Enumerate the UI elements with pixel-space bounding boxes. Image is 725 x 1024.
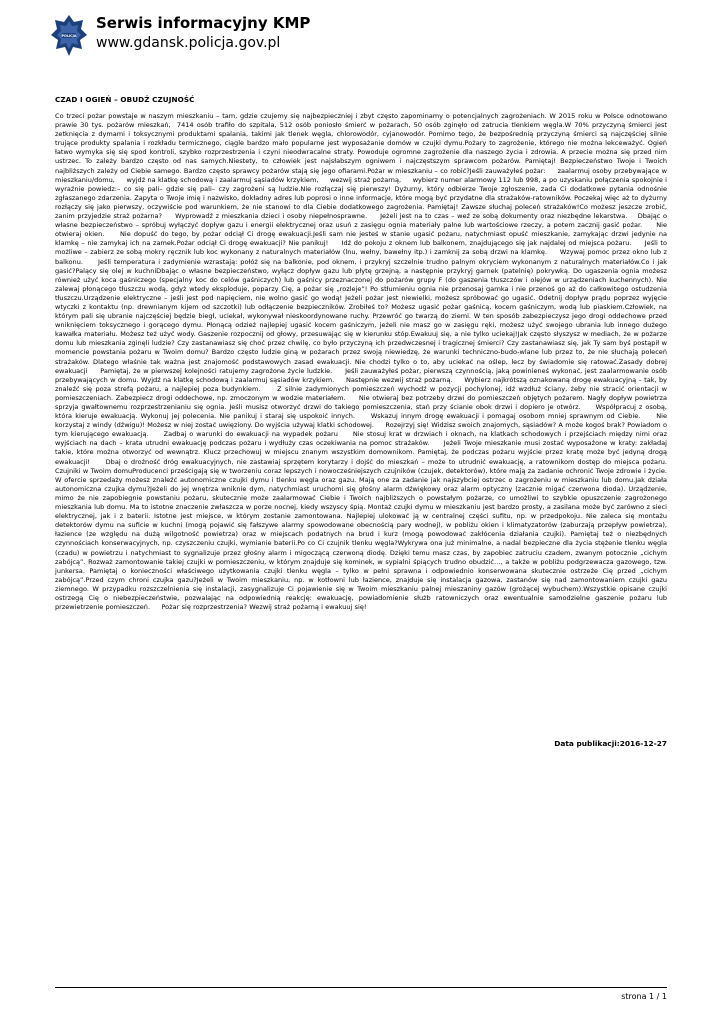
article-title: CZAD I OGIEŃ – OBUDŹ CZUJNOŚĆ [55,95,195,104]
publication-date: Data publikacji:2016-12-27 [554,739,667,748]
site-url: www.gdansk.policja.gov.pl [96,35,281,51]
logo-text: POLICJA [61,34,77,38]
page-number: strona 1 / 1 [621,992,667,1001]
footer-divider [55,987,667,988]
page-header [50,12,690,58]
article-body: Co trzeci pożar powstaje w naszym mieszkaniu – tam, gdzie czujemy się najbezpieczniej i zbyt często zapominamy o potencjalnych zagrożeniach. W 2015 roku w Polsce odnotowano prawie 30 tys. pożarów mieszkań, 7414 osób trafiło do szpitala, 512 osób poniosło śmierć w pożarach, 50 osób zginęło od zatrucia tlenkiem węgla.W 70% przyczyną śmierci jest zetknięcia z dymami i toksycznymi produktami spalania, takimi jak tlenek węgla, chlorowodór, cyjanowodór. Pomimo tego, że bezpośrednią przyczyną śmierci są najczęściej silnie trujące produkty spalania i rozkładu termicznego, ciągle bardzo mało popularne jest wyposażanie domów w czujki dymu.Pożary to zagrożenie, którego nie można lekceważyć. Ogień łatwo wymyka się się spod kontroli, szybko rozprzestrzenia i czyni nieodwracalne straty. Powoduje ogromne zagrożenie dla naszego życia i zdrowia. A przecie można się przed nim ustrzec. To zależy bardzo często od nas samych.Niestety, to człowiek jest najsłabszym ogniwem i najczęstszym sprawcom pożarów. Pamiętaj! Bezpieczeństwo Twoje i Twoich najbliższych zależy od Ciebie samego. Bardzo często sprawcy pożarów stają się jego ofiarami.Pożar w mieszkaniu – co robić?Jeśli zauważyłeś pożar: zaalarmuj osoby przebywające w mieszkaniu/domu, wyjdź na klatkę schodową i zaalarmuj sąsiadów krzykiem, wezwij straż pożarną, wybierz numer alarmowy 112 lub 998, a po uzyskaniu połączenia spokojnie i wyraźnie powiedz:– co się pali– gdzie się pali– czy zagrożeni są ludzie.Nie rozłączaj się pierwszy! Dyżurny, który odbierze Twoje zgłoszenie, zada Ci dodatkowe pytania odnośnie zgłaszanego zdarzenia. Zapyta o Twoje imię i nazwisko, dokładny adres lub poprosi o inne informacje, które mogą być przydatne dla strażaków-ratowników. Poczekaj więc aż to dyżurny rozłączy się jako pierwszy, oczywiście pod warunkiem, że nie stanowi to dla Ciebie dodatkowego zagrożenia. Pamiętaj! Zawsze słuchaj poleceń strażaków!Co możesz jeszcze zrobić, zanim przyjedzie straż pożarna? Wyprowadź z mieszkania dzieci i osoby niepełnosprawne. Jeżeli jest na to czas – weź ze sobą dokumenty oraz niezbędne lekarstwa. Dbając o własne bezpieczeństwo – spróbuj wyłączyć dopływ gazu i energii elektrycznej oraz usuń z zasięgu ognia materiały palne lub wartościowe rzeczy, a potem zacznij gasić pożar. Nie otwieraj okien. Nie dopuść do tego, by pożar odciął Ci drogę ewakuacji.Jeśli sam nie jesteś w stanie ugasić pożaru, natychmiast opuść mieszkanie, zamykając drzwi jedynie na klamkę – nie zamykaj ich na zamek.Pożar odciął Ci drogę ewakuacji? Nie panikuj! Idź do pokoju z oknem lub balkonem, znajdującego się jak najdalej od miejsca pożaru. Jeśli to możliwe – zabierz ze sobą mokry ręcznik lub koc wykonany z naturalnych materiałów (lnu, wełny, bawełny itp.) i zamknij za sobą drzwi na klamkę. Wzywaj pomoc przez okno lub z balkonu. Jeśli temperatura i zadymienie wzrastają: połóż się na balkonie, pod oknem, i przykryj szczelnie trudno palnym okryciem wykonanym z naturalnych materiałów.Co i jak gasić?Palący się olej w kuchniDbając o własne bezpieczeństwo, wyłącz dopływ gazu lub płytę grzejną, a następnie przykryj garnek (patelnię) pokrywką. Do ugaszenia ognia możesz również użyć koca gaśniczego (specjalny koc do celów gaśniczych) lub gaśnicy przeznaczonej do pożarów grupy F (do gaszenia tłuszczów i olejów w urządzeniach kuchennych). Nie zalewaj płonącego tłuszczu wodą, gdyż wtedy eksploduje, poparzy Cię, a pożar się „rozleje”! Po stłumieniu ognia nie przenosaj garnka i nie przenoś go aż do całkowitego ostudzenia tłuszczu.Urządzenie elektryczne – jeśli jest pod napięciem, nie wolno gasić go wodą! Jeżeli pożar jest niewielki, możesz spróbować go ugasić. Odetnij dopływ prądu poprzez wyjęcie wtyczki z kontaktu (np. drewnianym kijem od szczotki) lub odłączenie bezpieczników. Zrobiłeś to? Możesz ugasić pożar gaśnicą, kocem gaśniczym, wodą lub piaskiem.Człowiek, na którym pali się ubranie najczęściej będzie biegł, uciekał, wykonywał nieskoordynowane ruchy. Przewróć go twarzą do ziemi. W ten sposób zabezpieczysz jego drogi oddechowe przed wniknięciem toksycznego i gorącego dymu. Płonącą odzież najlepiej ugasić kocem gaśniczym, jeżeli nie masz go w zasięgu ręki, możesz użyć swojego ubrania lub innego dużego kawałka materiału. Możesz też użyć wody. Gaszenie rozpocznij od głowy, przesuwając się w kierunku stóp.Ewakuuj się, a nie tylko uciekaj!Jak często słyszysz w mediach, że w pożarze domu lub mieszkania zginęli ludzie? Czy zastanawiasz się choć przez chwilę, co było przyczyną ich przedwczesnej i tragicznej śmierci? Czy zastanawiasz się, jak Ty sam byś postąpił w momencie powstania pożaru w Twoim domu? Bardzo często ludzie giną w pożarach przez swoją niewiedzę, że warunki techniczno-budo-wlane lub przez to, że nie słuchają poleceń strażaków. Dlatego właśnie tak ważna jest znajomość podstawowych zasad ewakuacji. Nie chodzi tylko o to, aby uciekać na oślep, lecz by świadomie się ratować.Zasady dobrej ewakuacji Pamiętaj, że w pierwszej kolejności ratujemy zagrożone życie ludzkie. Jeśli zauważyłeś pożar, pierwszą czynnością, jaką powinieneś wykonać, jest zaalarmowanie osób przebywających w domu. Wyjdź na klatkę schodową i zaalarmuj sąsiadów krzykiem. Następnie wezwij straż pożarną. Wybierz najkrótszą oznakowaną drogę ewakuacyjną – tak, by znaleźć się poza strefą pożaru, a najlepiej poza budynkiem. Z silnie zadymionych pomieszczeń wychodź w pozycji pochylonej, idź wzdłuż ściany, żeby nie stracić orientacji w pomieszczeniach. Zabezpiecz drogi oddechowe, np. zmoczonym w wodzie materiałem. Nie otwieraj bez potrzeby drzwi do pomieszczeń objętych pożarem. Nagły dopływ powietrza sprzyja gwałtownemu rozprzestrzenianiu się ognia. Jeśli musisz otworzyć drzwi do takiego pomieszczenia, stań przy ścianie obok drzwi i dopiero je otwórz. Współpracuj z osobą, która kieruje ewakuacją. Wykonuj jej polecenia. Nie panikuj i staraj się uspokoić innych. Wskazuj innym drogę ewakuacji i pomagaj osobom mniej sprawnym od Ciebie. Nie korzystaj z windy (dźwigu)! Możesz w niej zostać uwięziony. Do wyjścia używaj klatki schodowej. Rozejrzyj się! Widzisz swoich znajomych, sąsiadów? A może kogoś brak? Powiadom o tym kierującego ewakuacją. Zadbaj o warunki do ewakuacji na wypadek pożaru Nie stosuj krat w drzwiach i oknach, na klatkach schodowych i przejściach między nimi oraz wyjściach na dach – krata utrudni ewakuację podczas pożaru i wydłuży czas oczekiwania na pomoc strażaków. Jeżeli Twoje mieszkanie musi zostać wyposażone w kraty: zakładaj takie, które można otworzyć od wewnątrz. Klucz przechowuj w miejscu znanym wszystkim domownikom. Pamiętaj, że podczas pożaru wyjście przez kratę może być jedyną drogą ewakuacji! Dbaj o drożność dróg ewakuacyjnych, nie zastawiaj sprzętem korytarzy i dojść do mieszkań – może to utrudnić ewakuację, a ratownikom dostęp do miejsca pożaru. Czujniki w Twoim domuProducenci prześcigają się w tworzeniu coraz lepszych i nowocześniejszych czujników (czujek, detektorów), które mają za zadanie ochronić Twoje zdrowie i życie. W ofercie sprzedaży możesz znaleźć autonomiczne czujki dymu i tlenku węgla oraz gazu. Mają one za zadanie jak najszybciej ostrzec o zagrożeniu w mieszkaniu lub domu.Jak działa autonomiczna czujka dymu?Jeżeli do jej wnętrza wniknie dym, natychmiast uruchomi się głośny alarm dźwiękowy oraz alarm optyczny (zacznie migać czerwona dioda). Urządzenie, mimo że nie zapobiegnie powstaniu pożaru, skutecznie może zaalarmować Ciebie i Twoich najbliższych o powstałym pożarze, co umożliwi to szybkie opuszczenie zagrożonego mieszkania lub domu. Ma to istotne znaczenie zwłaszcza w porze nocnej, kiedy wszyscy śpią. Montaż czujki dymu w mieszkaniu jest bardzo prosty, a zasilana może być zarówno z sieci elektrycznej, jak i z baterii. Istotne jest miejsce, w którym zostanie zamontowana. Najlepiej ulokować ją w centralnej części sufitu, np. w przedpokoju. Nie zaleca się montażu detektorów dymu na suficie w kuchni (mogą pojawić się fałszywe alarmy spowodowane obecnością pary wodnej), w pobliżu okien i klimatyzatorów (zaburzają przepływ powietrza), łazience (ze względu na dużą wilgotność powietrza) oraz w miejscach podatnych na brud i kurz (mogą powodować zakłócenia działania czujki). Pamiętaj też o niezbędnych czynnościach konserwacyjnych, np. czyszczeniu czujki, wymianie baterii.Po co Ci czujnik tlenku węgla?Wykrywa ona już minimalne, a nadal bezpieczne dla życia stężenie tlenku węgla (czadu) w powietrzu i natychmiast to sygnalizuje przez głośny alarm i migoczącą czerwoną diodę. Dzięki temu masz czas, by zapobiec zatruciu czadem, zwanym potocznie „cichym zabójcą”. Rozważ zamontowanie takiej czujki w pomieszczeniu, w którym znajduje się kominek, w sypialni śpiących trudno obudzić…, a także w pobliżu podgrzewacza gazowego, tzw. junkersa. Pamiętaj o konieczności właściwego użytkowania czujki tlenku węgla – tylko w pełni sprawna i odpowiednio konserwowana skutecznie ostrzeże Cię przed „cichym zabójcą”.Przed czym chroni czujka gazu?Jeżeli w Twoim mieszkaniu, np. w kotłowni lub łazience, znajduje się instalacja gazowa, zastanów się nad zamontowaniem czujki gazu ziemnego. W przypadku rozszczelnienia się instalacji, zasygnalizuje Ci pojawienie się w Twoim mieszkaniu palnej mieszaniny gazów (grożącej wybuchem).Wszystkie opisane czujki ostrzegą Cię o niebezpieczeństwie, pozwalając na odpowiednią reakcję: ewakuację, powiadomienie służb ratowniczych oraz ewentualnie samodzielne gaszenie pożaru lub przewietrzenie pomieszczeń. Pożar się rozprzestrzenia? Wezwij straż pożarną i ewakuuj się! [55,112,679,612]
site-name: Serwis informacyjny KMP [96,14,311,32]
police-badge-icon [50,14,88,58]
